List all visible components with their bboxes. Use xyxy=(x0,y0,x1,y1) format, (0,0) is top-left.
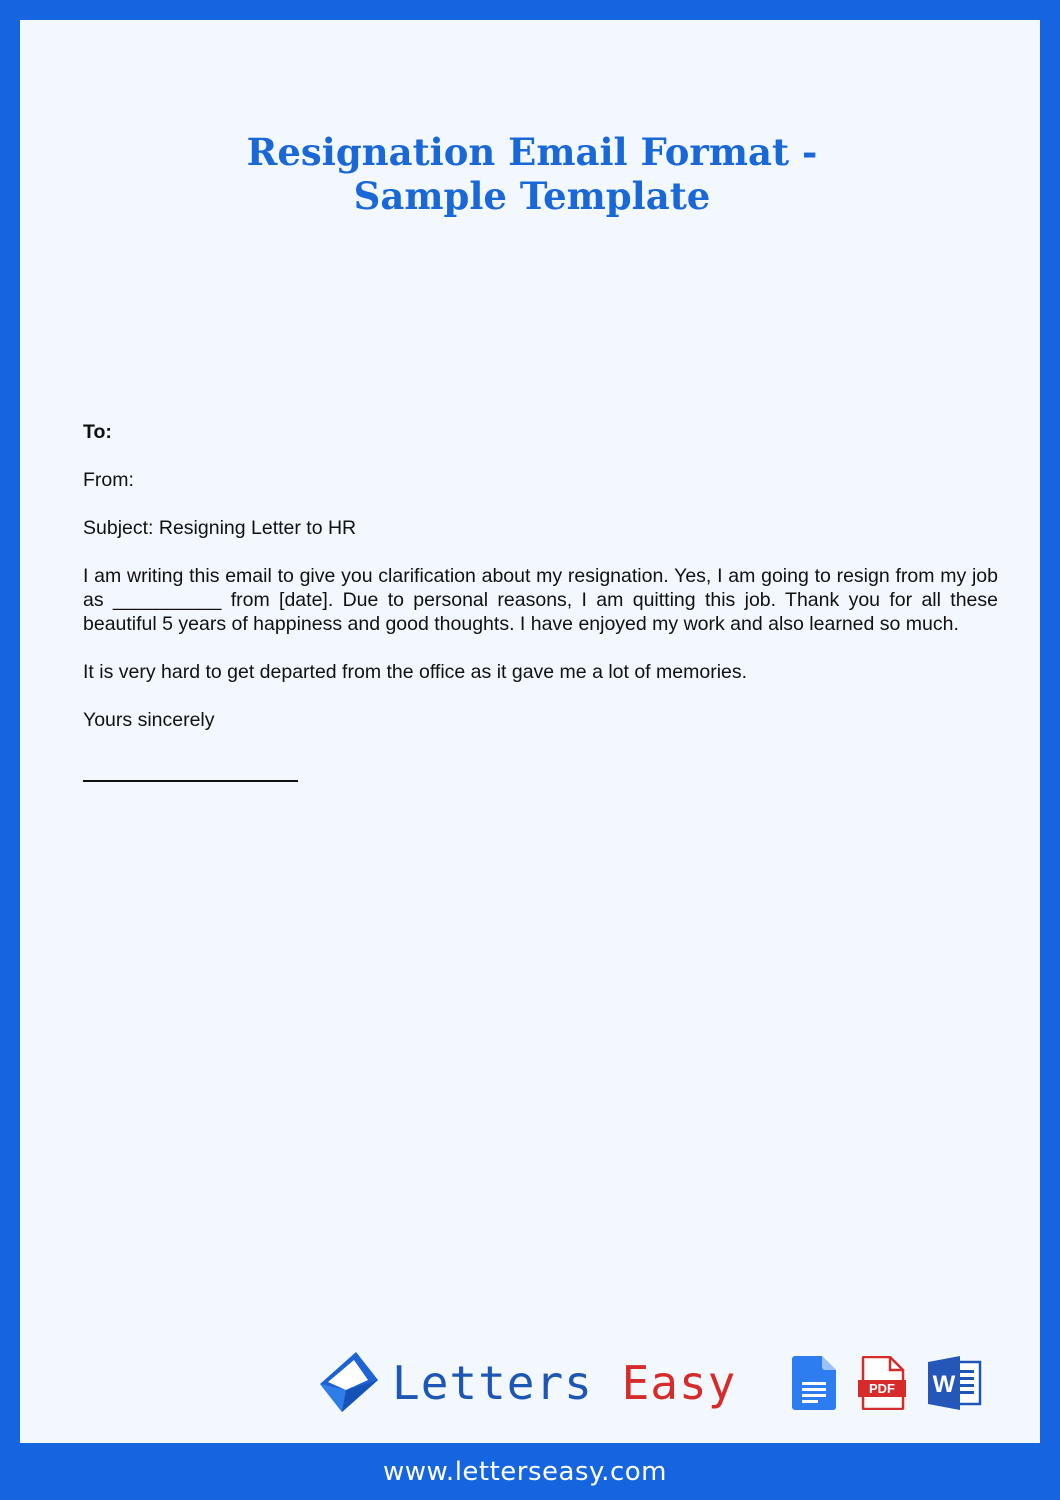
subject-line: Subject: Resigning Letter to HR xyxy=(83,517,357,539)
download-formats xyxy=(792,1356,982,1410)
brand-logo[interactable] xyxy=(316,1348,736,1418)
closing: Yours sincerely xyxy=(83,709,215,731)
title-line-1: Resignation Email Format - xyxy=(246,130,818,174)
envelope-logo-icon xyxy=(316,1350,380,1416)
google-docs-icon[interactable] xyxy=(792,1356,836,1410)
letter-body xyxy=(83,420,998,782)
pdf-label: PDF xyxy=(869,1381,895,1396)
signature-line xyxy=(83,756,298,782)
title-line-2: Sample Template xyxy=(353,174,711,218)
word-icon[interactable] xyxy=(928,1356,982,1410)
word-label: W xyxy=(932,1371,956,1398)
page-title xyxy=(20,130,1044,218)
from-field: From: xyxy=(83,469,134,491)
body-paragraph-2: It is very hard to get departed from the office as it gave me a lot of memories. xyxy=(83,661,748,683)
brand-name xyxy=(392,1356,736,1410)
pdf-icon[interactable] xyxy=(858,1356,906,1410)
letter-page xyxy=(20,20,1040,1443)
website-link[interactable]: www.letterseasy.com xyxy=(383,1456,667,1487)
to-field: To: xyxy=(83,421,112,443)
footer-bar xyxy=(0,1443,1060,1500)
brand-name-letters: Letters xyxy=(392,1356,593,1410)
brand-name-easy: Easy xyxy=(621,1356,737,1410)
body-paragraph-1: I am writing this email to give you clarification about my resignation. Yes, I am going to resign from my job as __________ from [date]. Due to personal reasons, I am quitting this job. Thank you for all these beautiful 5 years of happiness and good thoughts. I have enjoyed my work and also learned so much. xyxy=(83,565,998,635)
